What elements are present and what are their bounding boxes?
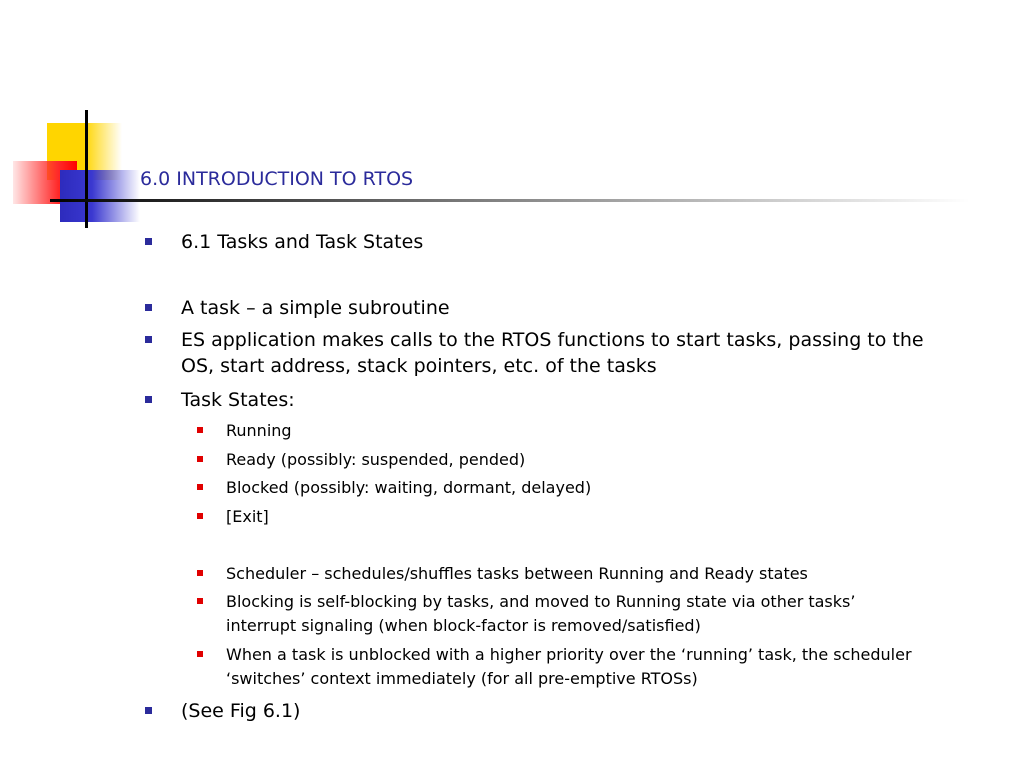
list-item <box>181 229 423 255</box>
bullet-square-icon <box>145 238 152 245</box>
sub-list-item <box>226 448 525 472</box>
list-item <box>181 327 924 379</box>
list-item-text: Task States: <box>181 389 295 411</box>
logo-blue-square <box>60 170 140 222</box>
bullet-square-icon <box>145 707 152 714</box>
sub-list-item-text: Ready (possibly: suspended, pended) <box>226 450 526 469</box>
logo-vertical-line <box>85 110 88 228</box>
sub-list-item-text: Blocked (possibly: waiting, dormant, delayed) <box>226 478 592 497</box>
sub-list-item-text: [Exit] <box>226 507 269 526</box>
sub-list-item-text: Blocking is self-blocking by tasks, and moved to Running state via other tasks’ <box>226 592 856 611</box>
sub-list-item-text: When a task is unblocked with a higher priority over the ‘running’ task, the scheduler <box>226 645 912 664</box>
title-underline <box>50 199 970 202</box>
list-item-text: (See Fig 6.1) <box>181 700 301 722</box>
list-item <box>181 387 295 413</box>
sub-list-item-text: interrupt signaling (when block-factor is removed/satisfied) <box>226 616 701 635</box>
list-item <box>181 295 450 321</box>
sub-list-item <box>226 590 855 638</box>
bullet-square-icon <box>145 304 152 311</box>
sub-list-item <box>226 476 591 500</box>
bullet-square-icon <box>197 513 203 519</box>
list-item-text: 6.1 Tasks and Task States <box>181 231 424 253</box>
sub-list-item <box>226 643 912 691</box>
bullet-square-icon <box>197 484 203 490</box>
bullet-square-icon <box>145 336 152 343</box>
sub-list-item <box>226 562 808 586</box>
bullet-square-icon <box>145 396 152 403</box>
list-item <box>181 698 300 724</box>
bullet-square-icon <box>197 651 203 657</box>
sub-list-item-text: Scheduler – schedules/shuffles tasks between Running and Ready states <box>226 564 808 583</box>
bullet-square-icon <box>197 570 203 576</box>
sub-list-item-text: Running <box>226 421 292 440</box>
list-item-text: A task – a simple subroutine <box>181 297 450 319</box>
bullet-square-icon <box>197 427 203 433</box>
sub-list-item <box>226 419 292 443</box>
list-item-text: ES application makes calls to the RTOS functions to start tasks, passing to the <box>181 329 924 351</box>
bullet-square-icon <box>197 456 203 462</box>
sub-list-item-text: ‘switches’ context immediately (for all pre-emptive RTOSs) <box>226 669 698 688</box>
bullet-square-icon <box>197 598 203 604</box>
slide-title: 6.0 INTRODUCTION TO RTOS <box>140 168 414 190</box>
sub-list-item <box>226 505 269 529</box>
list-item-text: OS, start address, stack pointers, etc. of the tasks <box>181 355 657 377</box>
